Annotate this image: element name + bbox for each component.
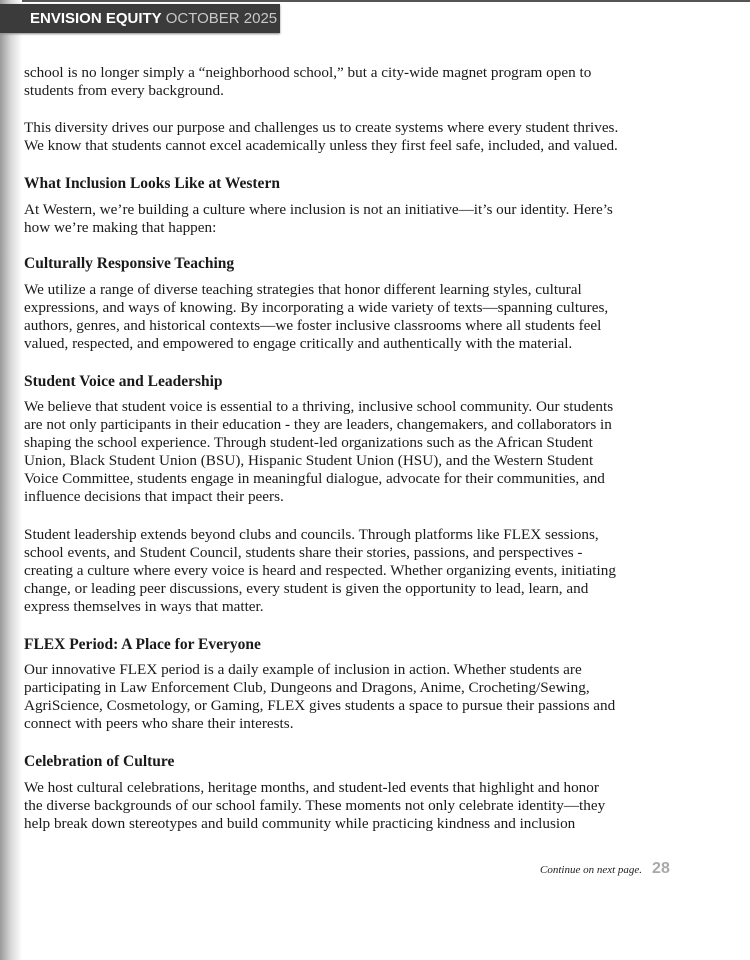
text-line: Celebration of Culture [24, 753, 175, 770]
text-line: change, or leading peer discussions, every student is given the opportunity to lead, learn, and [24, 580, 589, 597]
page-number: 28 [652, 860, 670, 877]
text-line: expressions, and ways of knowing. By incorporating a wide variety of texts—spanning cultures, [24, 299, 609, 316]
text-line: Student Voice and Leadership [24, 373, 223, 390]
issue-date: OCTOBER 2025 [165, 10, 278, 27]
text-line: What Inclusion Looks Like at Western [24, 175, 280, 192]
paragraph [24, 119, 704, 155]
text-line: valued, respected, and empowered to engage critically and authentically with the material. [24, 335, 573, 352]
text-line: Union, Black Student Union (BSU), Hispanic Student Union (HSU), and the Western Student [24, 452, 594, 469]
text-line: the diverse backgrounds of our school family. These moments not only celebrate identity—they [24, 797, 606, 814]
paragraph [24, 661, 704, 733]
text-line: At Western, we’re building a culture where inclusion is not an initiative—it’s our identity. Here’s [24, 201, 613, 218]
text-line: how we’re making that happen: [24, 219, 217, 236]
text-line: Culturally Responsive Teaching [24, 255, 235, 272]
page-footer [540, 860, 670, 878]
section-heading [24, 175, 704, 193]
section-heading [24, 636, 704, 654]
text-line: Our innovative FLEX period is a daily example of inclusion in action. Whether students are [24, 661, 582, 678]
text-line: express themselves in ways that matter. [24, 598, 264, 615]
paragraph [24, 526, 704, 616]
text-line: school events, and Student Council, students share their stories, passions, and perspectives - [24, 544, 583, 561]
text-line: participating in Law Enforcement Club, Dungeons and Dragons, Anime, Crocheting/Sewing, [24, 679, 590, 696]
section-heading [24, 753, 704, 771]
text-line: influence decisions that impact their peers. [24, 488, 284, 505]
paragraph [24, 779, 704, 833]
text-line: authors, genres, and historical contexts—we foster inclusive classrooms where all students feel [24, 317, 602, 334]
paragraph [24, 64, 704, 100]
text-line: Student leadership extends beyond clubs and councils. Through platforms like FLEX sessions, [24, 526, 599, 543]
publication-title: ENVISION EQUITY [30, 10, 162, 27]
text-line: Voice Committee, students engage in meaningful dialogue, advocate for their communities, and [24, 470, 605, 487]
text-line: We utilize a range of diverse teaching strategies that honor different learning styles, cultural [24, 281, 582, 298]
continue-note: Continue on next page. [540, 864, 643, 876]
text-line: AgriScience, Cosmetology, or Gaming, FLEX gives students a space to pursue their passions and [24, 697, 616, 714]
text-line: are not only participants in their education - they are leaders, changemakers, and collaborators in [24, 416, 612, 433]
text-line: FLEX Period: A Place for Everyone [24, 636, 261, 653]
text-line: help break down stereotypes and build community while practicing kindness and inclusion [24, 815, 576, 832]
top-rule [0, 0, 750, 2]
text-line: connect with peers who share their interests. [24, 715, 294, 732]
text-line: This diversity drives our purpose and challenges us to create systems where every student thrives. [24, 119, 619, 136]
text-line: school is no longer simply a “neighborhood school,” but a city-wide magnet program open to [24, 64, 592, 81]
section-heading [24, 255, 704, 273]
text-line: creating a culture where every voice is heard and respected. Whether organizing events, initiating [24, 562, 616, 579]
publication-header [0, 4, 280, 33]
text-line: shaping the school experience. Through student-led organizations such as the African Student [24, 434, 593, 451]
paragraph [24, 281, 704, 353]
page-edge-shadow [0, 0, 22, 960]
paragraph [24, 201, 704, 237]
text-line: We host cultural celebrations, heritage months, and student-led events that highlight and honor [24, 779, 599, 796]
text-line: We know that students cannot excel academically unless they first feel safe, included, and valued. [24, 137, 618, 154]
text-line: students from every background. [24, 82, 224, 99]
section-heading [24, 373, 704, 391]
text-line: We believe that student voice is essential to a thriving, inclusive school community. Our students [24, 398, 614, 415]
paragraph [24, 398, 704, 506]
